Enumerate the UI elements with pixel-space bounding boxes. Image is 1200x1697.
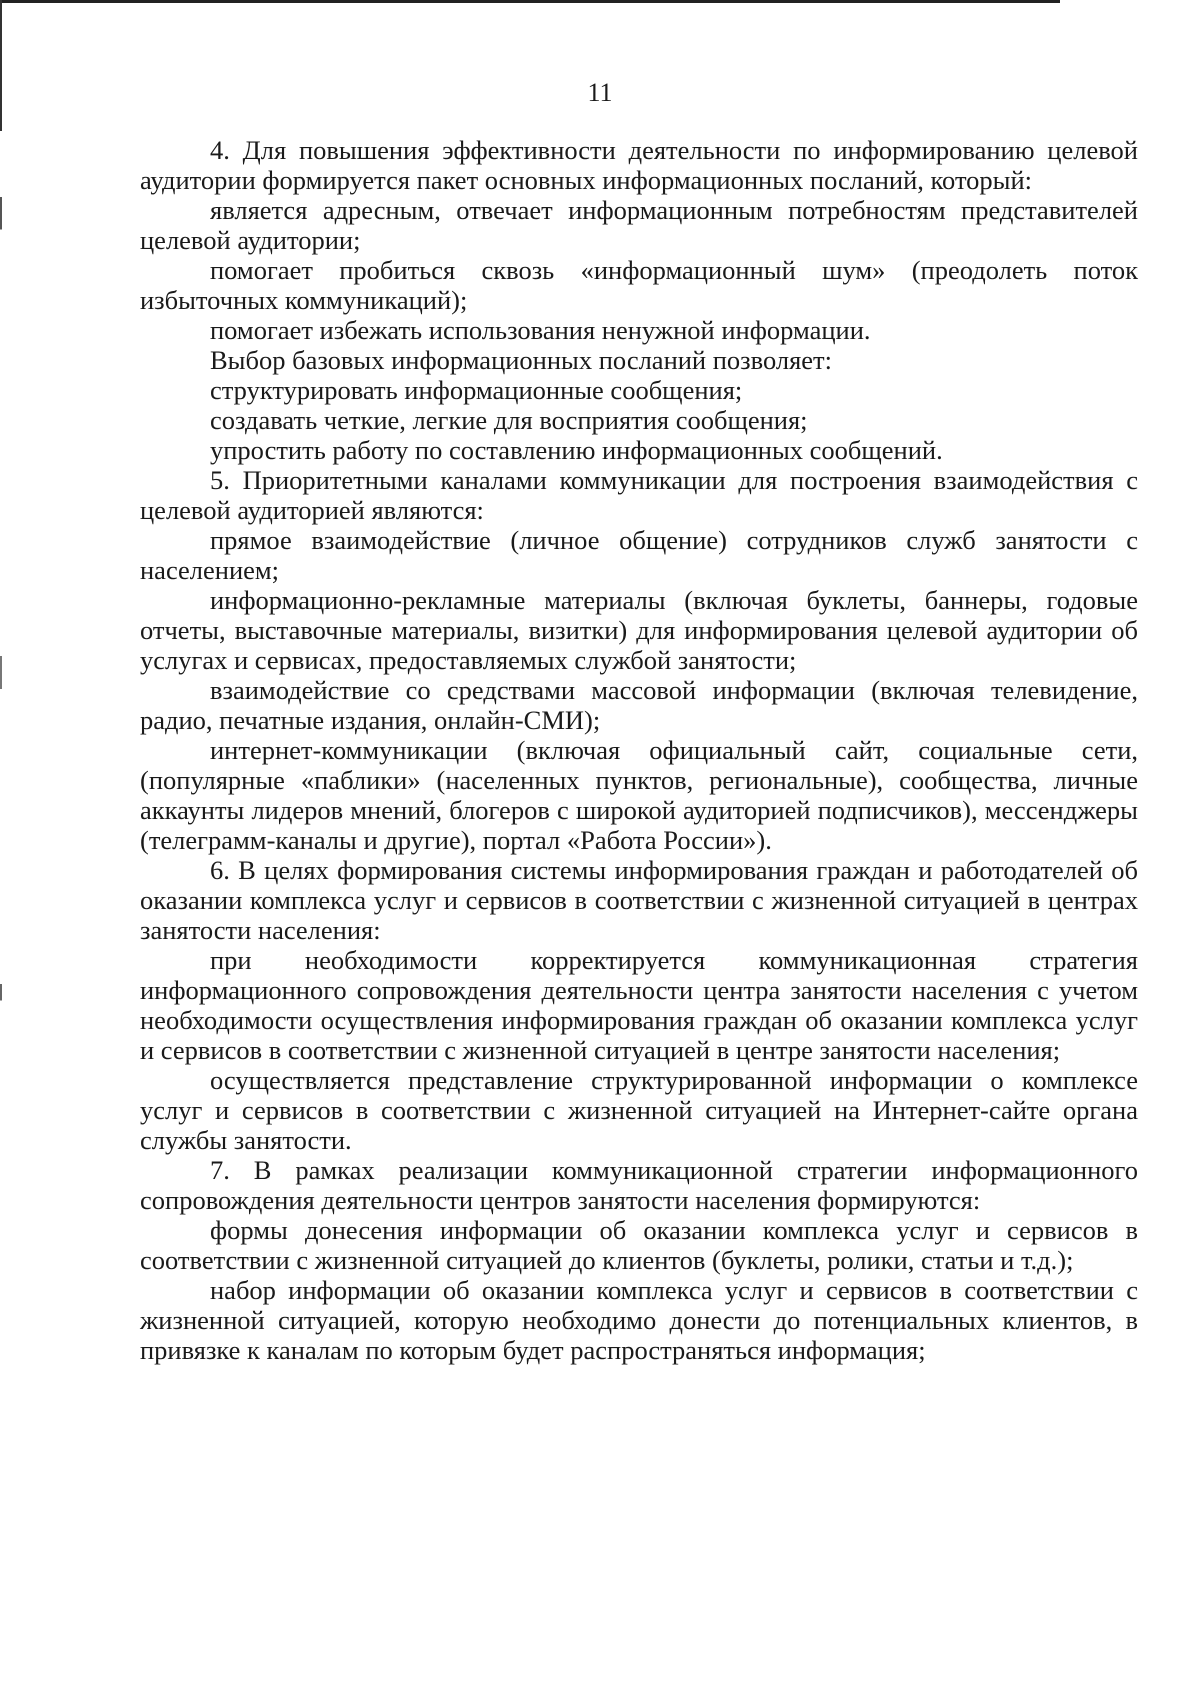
list-item: информационно-рекламные материалы (включая буклеты, баннеры, годовые отчеты, выставочные материалы, визитки) для информирования целевой аудитории об услугах и сервисах, предоставляемых службой занятости;	[140, 585, 1138, 675]
paragraph-text: Выбор базовых информационных посланий позволяет:	[210, 345, 832, 375]
list-item: прямое взаимодействие (личное общение) сотрудников служб занятости с населением;	[140, 525, 1138, 585]
document-body	[140, 135, 1138, 1365]
paragraph-6-intro: 6. В целях формирования системы информирования граждан и работодателей об оказании комплекса услуг и сервисов в соответствии с жизненной ситуацией в центрах занятости населения:	[140, 855, 1138, 945]
scan-left-edge	[0, 0, 2, 1640]
list-item: создавать четкие, легкие для восприятия сообщения;	[210, 405, 808, 435]
list-item: упростить работу по составлению информационных сообщений.	[210, 435, 943, 465]
list-item: набор информации об оказании комплекса услуг и сервисов в соответствии с жизненной ситуацией, которую необходимо донести до потенциальных клиентов, в привязке к каналам по которым будет распространяться информация;	[140, 1275, 1138, 1365]
list-item: является адресным, отвечает информационным потребностям представителей целевой аудитории;	[140, 195, 1138, 255]
page-number: 11	[587, 78, 613, 107]
list-item: структурировать информационные сообщения;	[210, 375, 743, 405]
list-item: осуществляется представление структурированной информации о комплексе услуг и сервисов в соответствии с жизненной ситуацией на Интернет-сайте органа службы занятости.	[140, 1065, 1138, 1155]
scan-top-rule	[0, 0, 1060, 3]
list-item: помогает избежать использования ненужной информации.	[210, 315, 871, 345]
paragraph-4-intro: 4. Для повышения эффективности деятельности по информированию целевой аудитории формируется пакет основных информационных посланий, который:	[140, 135, 1138, 195]
paragraph-5-intro: 5. Приоритетными каналами коммуникации для построения взаимодействия с целевой аудиторией являются:	[140, 465, 1138, 525]
paragraph-7-intro: 7. В рамках реализации коммуникационной стратегии информационного сопровождения деятельности центров занятости населения формируются:	[140, 1155, 1138, 1215]
list-item: помогает пробиться сквозь «информационный шум» (преодолеть поток избыточных коммуникаций);	[140, 255, 1138, 315]
list-item: формы донесения информации об оказании комплекса услуг и сервисов в соответствии с жизненной ситуацией до клиентов (буклеты, ролики, статьи и т.д.);	[140, 1215, 1138, 1275]
list-item: при необходимости корректируется коммуникационная стратегия информационного сопровождения деятельности центра занятости населения с учетом необходимости осуществления информирования граждан об оказании комплекса услуг и сервисов в соответствии с жизненной ситуацией в центре занятости населения;	[140, 945, 1138, 1065]
list-item: интернет-коммуникации (включая официальный сайт, социальные сети, (популярные «паблики» (населенных пунктов, региональные), сообщества, личные аккаунты лидеров мнений, блогеров с широкой аудиторией подписчиков), мессенджеры (телеграмм-каналы и другие), портал «Работа России»).	[140, 735, 1138, 855]
list-item: взаимодействие со средствами массовой информации (включая телевидение, радио, печатные издания, онлайн-СМИ);	[140, 675, 1138, 735]
